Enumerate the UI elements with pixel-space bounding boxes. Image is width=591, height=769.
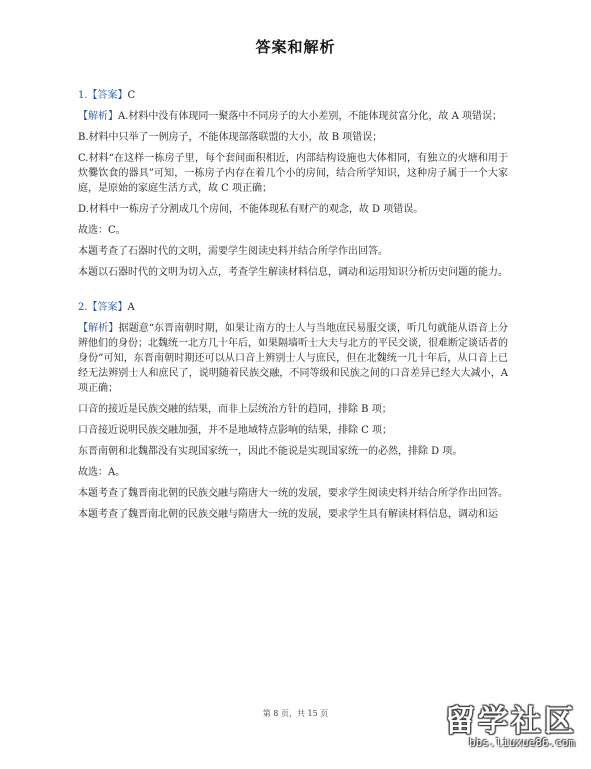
question-number: 1. xyxy=(78,90,88,101)
question-block-2 xyxy=(78,300,508,522)
watermark-logo xyxy=(427,696,577,760)
analysis-paragraph: 故选：A。 xyxy=(78,467,126,478)
analysis-paragraph: C.材料“在这样一栋房子里，每个套间面积相近，内部结构设施也大体相同，有独立的火塘和用于炊爨饮食的器具”可知，一栋房子内存在着几个小的房间，结合所学知识，这种房子属于一个大家庭，是原始的家庭生活方式，故 C 项正确； xyxy=(78,153,508,194)
analysis-paragraph: 本题以石器时代的文明为切入点，考查学生解读材料信息，调动和运用知识分析历史问题的能力。 xyxy=(78,267,508,278)
analysis-paragraph xyxy=(78,109,508,124)
answer-line-2 xyxy=(78,300,508,315)
answer-tag: 【答案】 xyxy=(87,90,128,101)
question-number: 2. xyxy=(78,302,88,313)
answer-value: C xyxy=(127,90,136,101)
analysis-paragraph: 口音接近说明民族交融加强，并不是地域特点影响的结果，排除 C 项； xyxy=(78,425,393,436)
analysis-paragraph: D.材料中一栋房子分割成几个房间，不能体现私有财产的观念，故 D 项错误。 xyxy=(78,204,424,215)
answer-value: A xyxy=(127,302,135,313)
page-title: 答案和解析 xyxy=(255,38,336,56)
question-block-1 xyxy=(78,88,508,280)
watermark-text: 留学社区 xyxy=(445,704,577,739)
answer-tag: 【答案】 xyxy=(87,302,128,313)
analysis-paragraph xyxy=(78,321,508,396)
analysis-paragraph: 本题考查了石器时代的文明，需要学生阅读史料并结合所学作出回答。 xyxy=(78,246,388,257)
analysis-paragraph: 口音的接近是民族交融的结果，而非上层统治方针的趋同，排除 B 项； xyxy=(78,404,392,415)
analysis-tag: 【解析】 xyxy=(78,111,118,122)
page-footer: 第 8 页，共 15 页 xyxy=(262,709,329,718)
paragraph-text: A.材料中没有体现同一聚落中不同房子的大小差别，不能体现贫富分化，故 A 项错误； xyxy=(118,111,502,122)
analysis-paragraph: 本题考查了魏晋南北朝的民族交融与隋唐大一统的发展，要求学生具有解读材料信息，调动和运 xyxy=(78,509,498,520)
analysis-paragraph: 本题考查了魏晋南北朝的民族交融与隋唐大一统的发展，要求学生阅读史料并结合所学作出回答。 xyxy=(78,488,508,499)
watermark-url: bbs.liuxue86.com xyxy=(469,736,575,749)
answer-content xyxy=(78,88,508,528)
section-gap xyxy=(78,286,508,300)
analysis-paragraph: 东晋南朝和北魏都没有实现国家统一，因此不能说是实现国家统一的必然，排除 D 项。 xyxy=(78,446,463,457)
analysis-paragraph: B.材料中只举了一例房子，不能体现部落联盟的大小，故 B 项错误； xyxy=(78,132,383,143)
answer-line-1 xyxy=(78,88,508,103)
analysis-paragraph: 故选：C。 xyxy=(78,225,126,236)
paragraph-text: 据题意“东晋南朝时期，如果让南方的士人与当地庶民易服交谈，听几句就能从语音上分辨他们的身份；北魏统一北方几十年后，如果隔墙听士大夫与北方的平民交谈，很难断定谈话者的身份”可知，东晋南朝时期还可以从口音上辨别士人与庶民，但在北魏统一几十年后，从口音上已经无法辨别士人和庶民了，说明随着民族交融，不同等级和民族之间的口音差异已经大大减小，A 项正确； xyxy=(78,323,508,394)
analysis-tag: 【解析】 xyxy=(78,323,119,334)
